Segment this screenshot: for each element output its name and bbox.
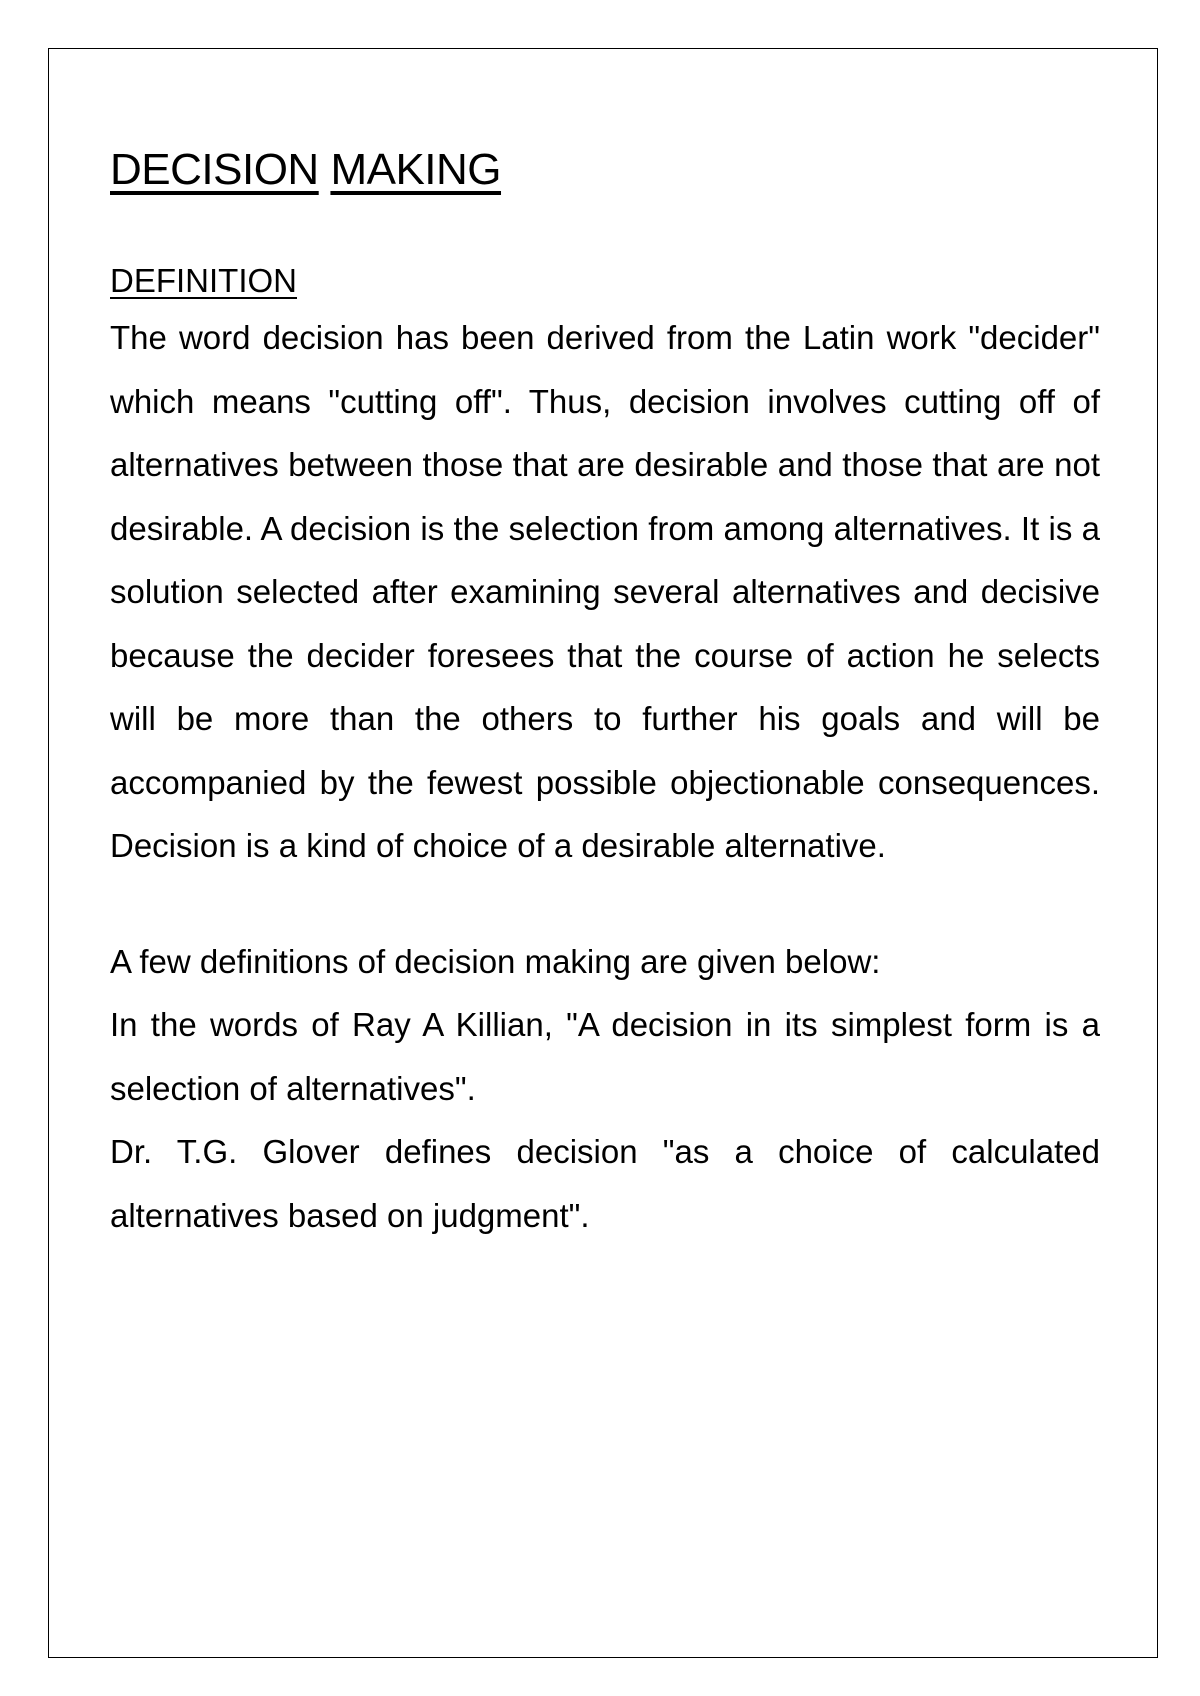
title-word-making: MAKING [330,145,502,194]
section-heading-definition: DEFINITION [110,262,297,299]
document-body [110,140,1100,1247]
definition-killian: In the words of Ray A Killian, "A decision in its simplest form is a selection of alternatives". [110,1006,1100,1107]
paragraph-spacer [110,878,1100,930]
intro-line: A few definitions of decision making are given below: [110,942,881,980]
definition-paragraph: The word decision has been derived from the Latin work "decider" which means "cutting off". Thus, decision involves cutting off of alternatives between those that are desirable and those that are not desirable. A decision is the selection from among alternatives. It is a solution selected after examining several alternatives and decisive because the decider foresees that the course of action he selects will be more than the others to further his goals and will be accompanied by the fewest possible objectionable consequences. Decision is a kind of choice of a desirable alternative. [110,319,1100,864]
title-word-decision: DECISION [110,145,319,194]
definition-glover: Dr. T.G. Glover defines decision "as a choice of calculated alternatives based on judgment". [110,1133,1100,1234]
page-title [110,140,1100,200]
